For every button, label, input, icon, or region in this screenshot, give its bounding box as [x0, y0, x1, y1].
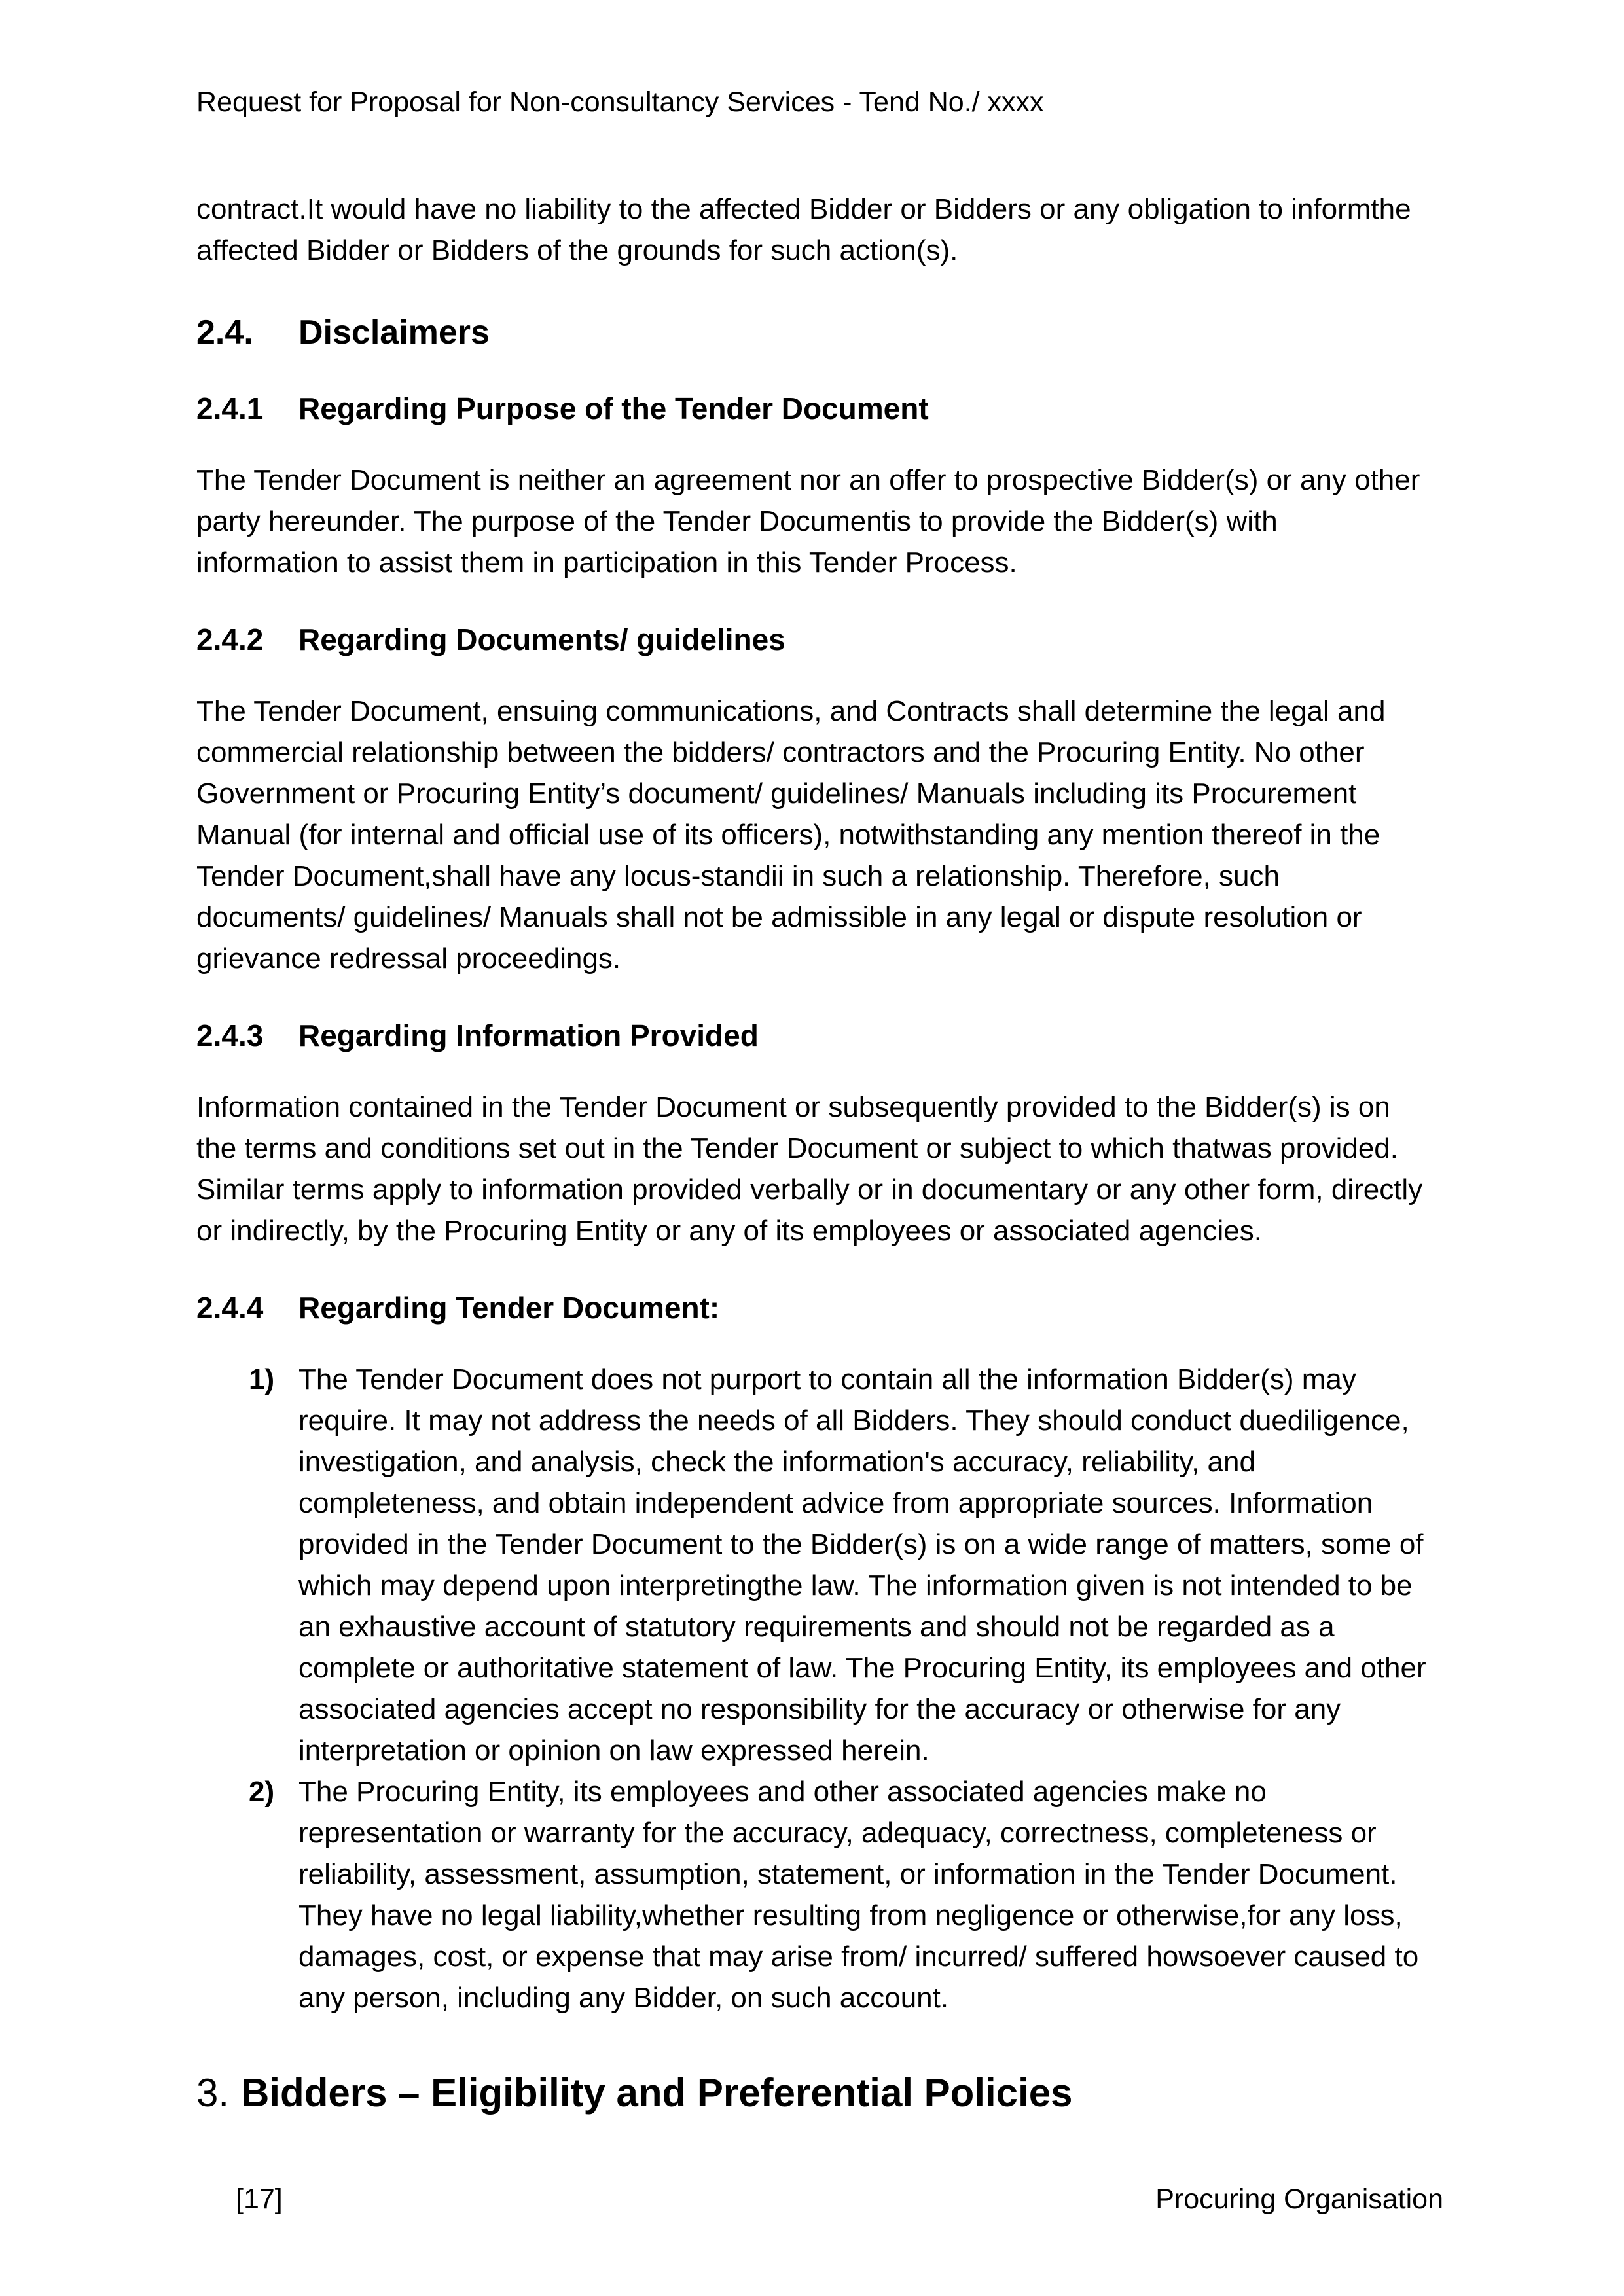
subsection-title: Regarding Documents/ guidelines	[298, 622, 785, 656]
subsection-number: 2.4.1	[196, 391, 264, 425]
section-title: Disclaimers	[298, 314, 490, 351]
page-number: [17]	[236, 2183, 283, 2215]
section-3-heading	[196, 2070, 1428, 2117]
subsection-title: Regarding Information Provided	[298, 1018, 759, 1052]
list-item-text: The Procuring Entity, its employees and other associated agencies make no representation or warranty for the accuracy, adequacy, correctness, completeness or reliability, assessment, assumption, statement, or information in the Tender Document. They have no legal liability,whether resulting from negligence or otherwise,for any loss, damages, cost, or expense that may arise from/ incurred/ suffered howsoever caused to any person, including any Bidder, on such account.	[298, 1776, 1419, 2014]
footer-organisation: Procuring Organisation	[1155, 2183, 1443, 2215]
page-header	[196, 84, 1428, 120]
subsection-2-4-3-paragraph: Information contained in the Tender Document or subsequently provided to the Bidder(s) is on the terms and conditions set out in the Tender Document or subject to which thatwas provided. Similar terms apply to information provided verbally or in documentary or any other form, directly or indirectly, by the Procuring Entity or any of its employees or associated agencies.	[196, 1091, 1423, 1247]
subsection-2-4-4-heading	[196, 1289, 1428, 1326]
subsection-2-4-1-heading	[196, 390, 1428, 427]
list-item-marker: 1)	[249, 1363, 275, 1395]
subsection-2-4-2-heading	[196, 621, 1428, 658]
subsection-title: Regarding Purpose of the Tender Document	[298, 391, 929, 425]
page-footer	[236, 2181, 1443, 2217]
section-number: 3.	[196, 2071, 230, 2115]
section-number: 2.4.	[196, 314, 253, 351]
section-title: Bidders – Eligibility and Preferential Policies	[241, 2071, 1073, 2115]
subsection-number: 2.4.2	[196, 622, 264, 656]
subsection-number: 2.4.3	[196, 1018, 264, 1052]
subsection-2-4-2-paragraph: The Tender Document, ensuing communications, and Contracts shall determine the legal and commercial relationship between the bidders/ contractors and the Procuring Entity. No other Government or Procuring Entity’s document/ guidelines/ Manuals including its Procurement Manual (for internal and official use of its officers), notwithstanding any mention thereof in the Tender Document,shall have any locus-standii in such a relationship. Therefore, such documents/ guidelines/ Manuals shall not be admissible in any legal or dispute resolution or grievance redressal proceedings.	[196, 695, 1386, 975]
subsection-title: Regarding Tender Document:	[298, 1291, 720, 1325]
numbered-list	[196, 1359, 1428, 2018]
subsection-2-4-1-paragraph: The Tender Document is neither an agreement nor an offer to prospective Bidder(s) or any other party hereunder. The purpose of the Tender Documentis to provide the Bidder(s) with information to assist them in participation in this Tender Process.	[196, 464, 1420, 579]
section-2-4-heading	[196, 313, 1428, 352]
page-header-text: Request for Proposal for Non-consultancy Services - Tend No./ xxxx	[196, 86, 1044, 118]
subsection-2-4-3-heading	[196, 1017, 1428, 1054]
list-item	[196, 1771, 1428, 2018]
list-item-text: The Tender Document does not purport to contain all the information Bidder(s) may require. It may not address the needs of all Bidders. They should conduct duediligence, investigation, and analysis, check the information's accuracy, reliability, and completeness, and obtain independent advice from appropriate sources. Information provided in the Tender Document to the Bidder(s) is on a wide range of matters, some of which may depend upon interpretingthe law. The information given is not intended to be an exhaustive account of statutory requirements and should not be regarded as a complete or authoritative statement of law. The Procuring Entity, its employees and other associated agencies accept no responsibility for the accuracy or otherwise for any interpretation or opinion on law expressed herein.	[298, 1363, 1426, 1767]
subsection-number: 2.4.4	[196, 1291, 264, 1325]
intro-paragraph: contract.It would have no liability to the affected Bidder or Bidders or any obligation to informthe affected Bidder or Bidders of the grounds for such action(s).	[196, 193, 1411, 266]
list-item-marker: 2)	[249, 1776, 275, 1808]
list-item	[196, 1359, 1428, 1771]
